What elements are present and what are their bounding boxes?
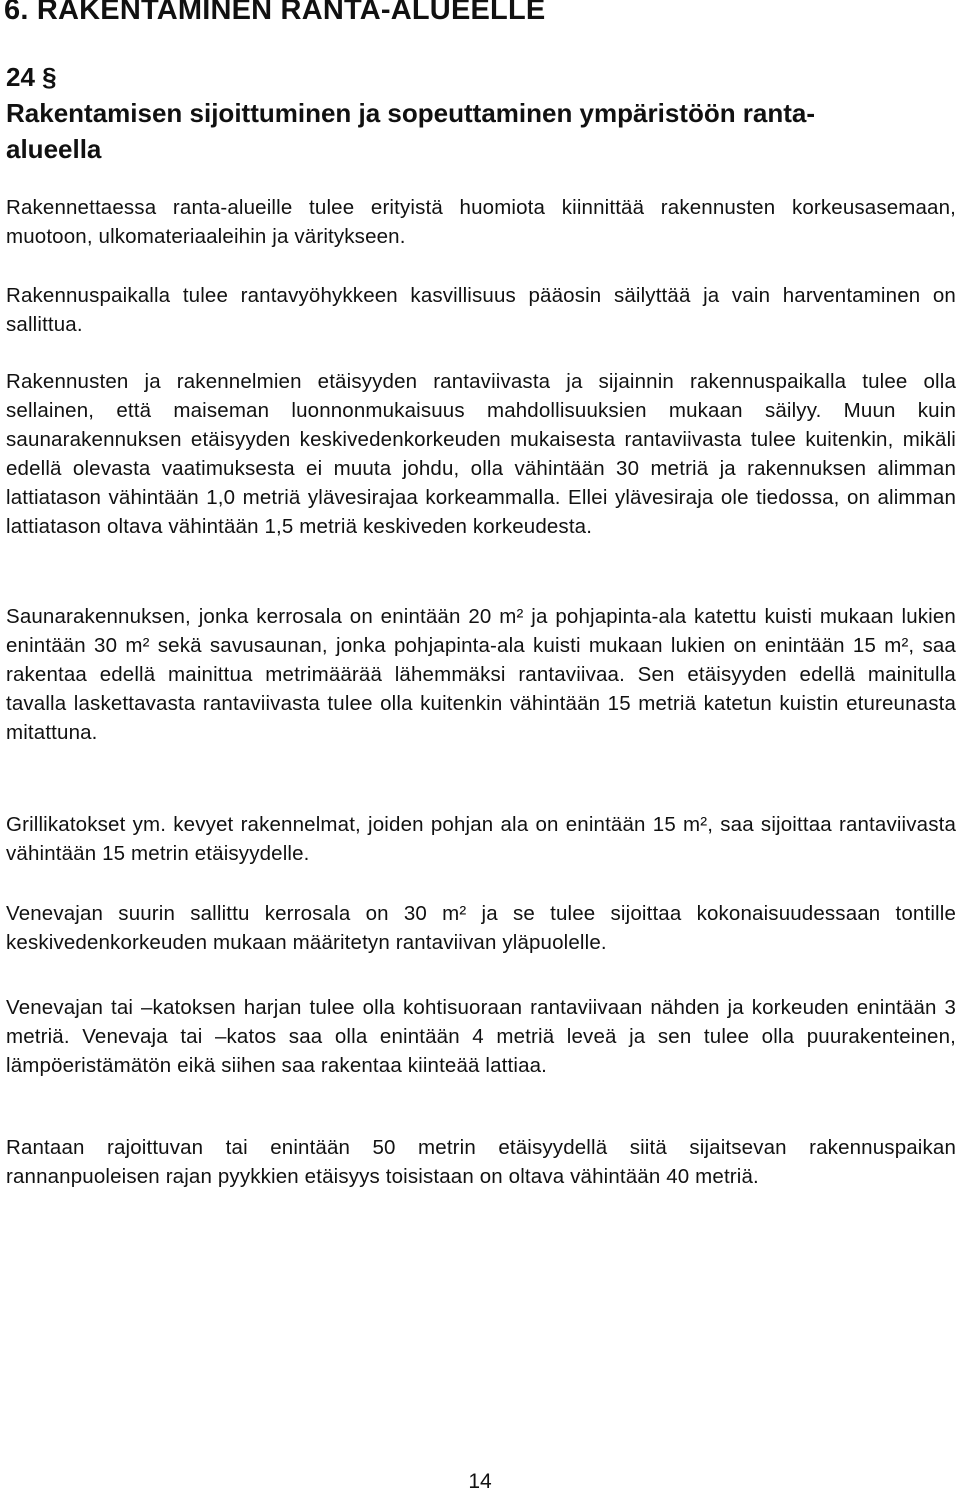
paragraph-1: Rakennettaessa ranta-alueille tulee erityistä huomiota kiinnittää rakennusten korkeusasemaan, muotoon, ulkomateriaaleihin ja väritykseen. [6, 196, 956, 248]
section-title: Rakentamisen sijoittuminen ja sopeuttaminen ympäristöön ranta-alueella [6, 98, 816, 164]
paragraph-7: Venevajan tai –katoksen harjan tulee olla kohtisuoraan rantaviivaan nähden ja korkeuden enintään 3 metriä. Venevaja tai –katos saa olla enintään 4 metriä leveä ja sen tulee olla puurakenteinen, lämpöeristämätön eikä siihen saa rakentaa kiinteää lattiaa. [6, 996, 956, 1077]
paragraph-4: Saunarakennuksen, jonka kerrosala on enintään 20 m² ja pohjapinta-ala katettu kuisti mukaan lukien enintään 30 m² sekä savusaunan, jonka pohjapinta-ala kuisti mukaan lukien on enintään 15 m², saa rakentaa edellä mainittua metrimäärää lähemmäksi rantaviivaa. Sen etäisyyden edellä mainitulla tavalla laskettavasta rantaviivasta tulee olla kuitenkin vähintään 15 metriä katetun kuistin etureunasta mitattuna. [6, 605, 956, 744]
paragraph-8: Rantaan rajoittuvan tai enintään 50 metrin etäisyydellä siitä sijaitsevan rakennuspaikan rannanpuoleisen rajan pyykkien etäisyys toisistaan on oltava vähintään 40 metriä. [6, 1136, 956, 1188]
section-number: 24 § [6, 62, 57, 92]
paragraph-3: Rakennusten ja rakennelmien etäisyyden rantaviivasta ja sijainnin rakennuspaikalla tulee olla sellainen, että maiseman luonnonmukaisuus mahdollisuuksien mukaan säilyy. Muun kuin saunarakennuksen etäisyyden keskivedenkorkeuden mukaisesta rantaviivasta tulee kuitenkin, mikäli edellä olevasta vaatimuksesta ei muuta johdu, olla vähintään 30 metriä ja rakennuksen alimman lattiatason vähintään 1,0 metriä ylävesirajaa korkeammalla. Ellei ylävesiraja ole tiedossa, on alimman lattiatason oltava vähintään 1,5 metriä keskiveden korkeudesta. [6, 370, 956, 538]
chapter-title: 6. RAKENTAMINEN RANTA-ALUEELLE [4, 0, 546, 26]
paragraph-6: Venevajan suurin sallittu kerrosala on 30 m² ja se tulee sijoittaa kokonaisuudessaan tontille keskivedenkorkeuden mukaan määritetyn rantaviivan yläpuolelle. [6, 902, 956, 954]
paragraph-5: Grillikatokset ym. kevyet rakennelmat, joiden pohjan ala on enintään 15 m², saa sijoittaa rantaviivasta vähintään 15 metrin etäisyydelle. [6, 813, 956, 865]
paragraph-2: Rakennuspaikalla tulee rantavyöhykkeen kasvillisuus pääosin säilyttää ja vain harventaminen on sallittua. [6, 284, 956, 336]
page-number: 14 [468, 1470, 492, 1493]
